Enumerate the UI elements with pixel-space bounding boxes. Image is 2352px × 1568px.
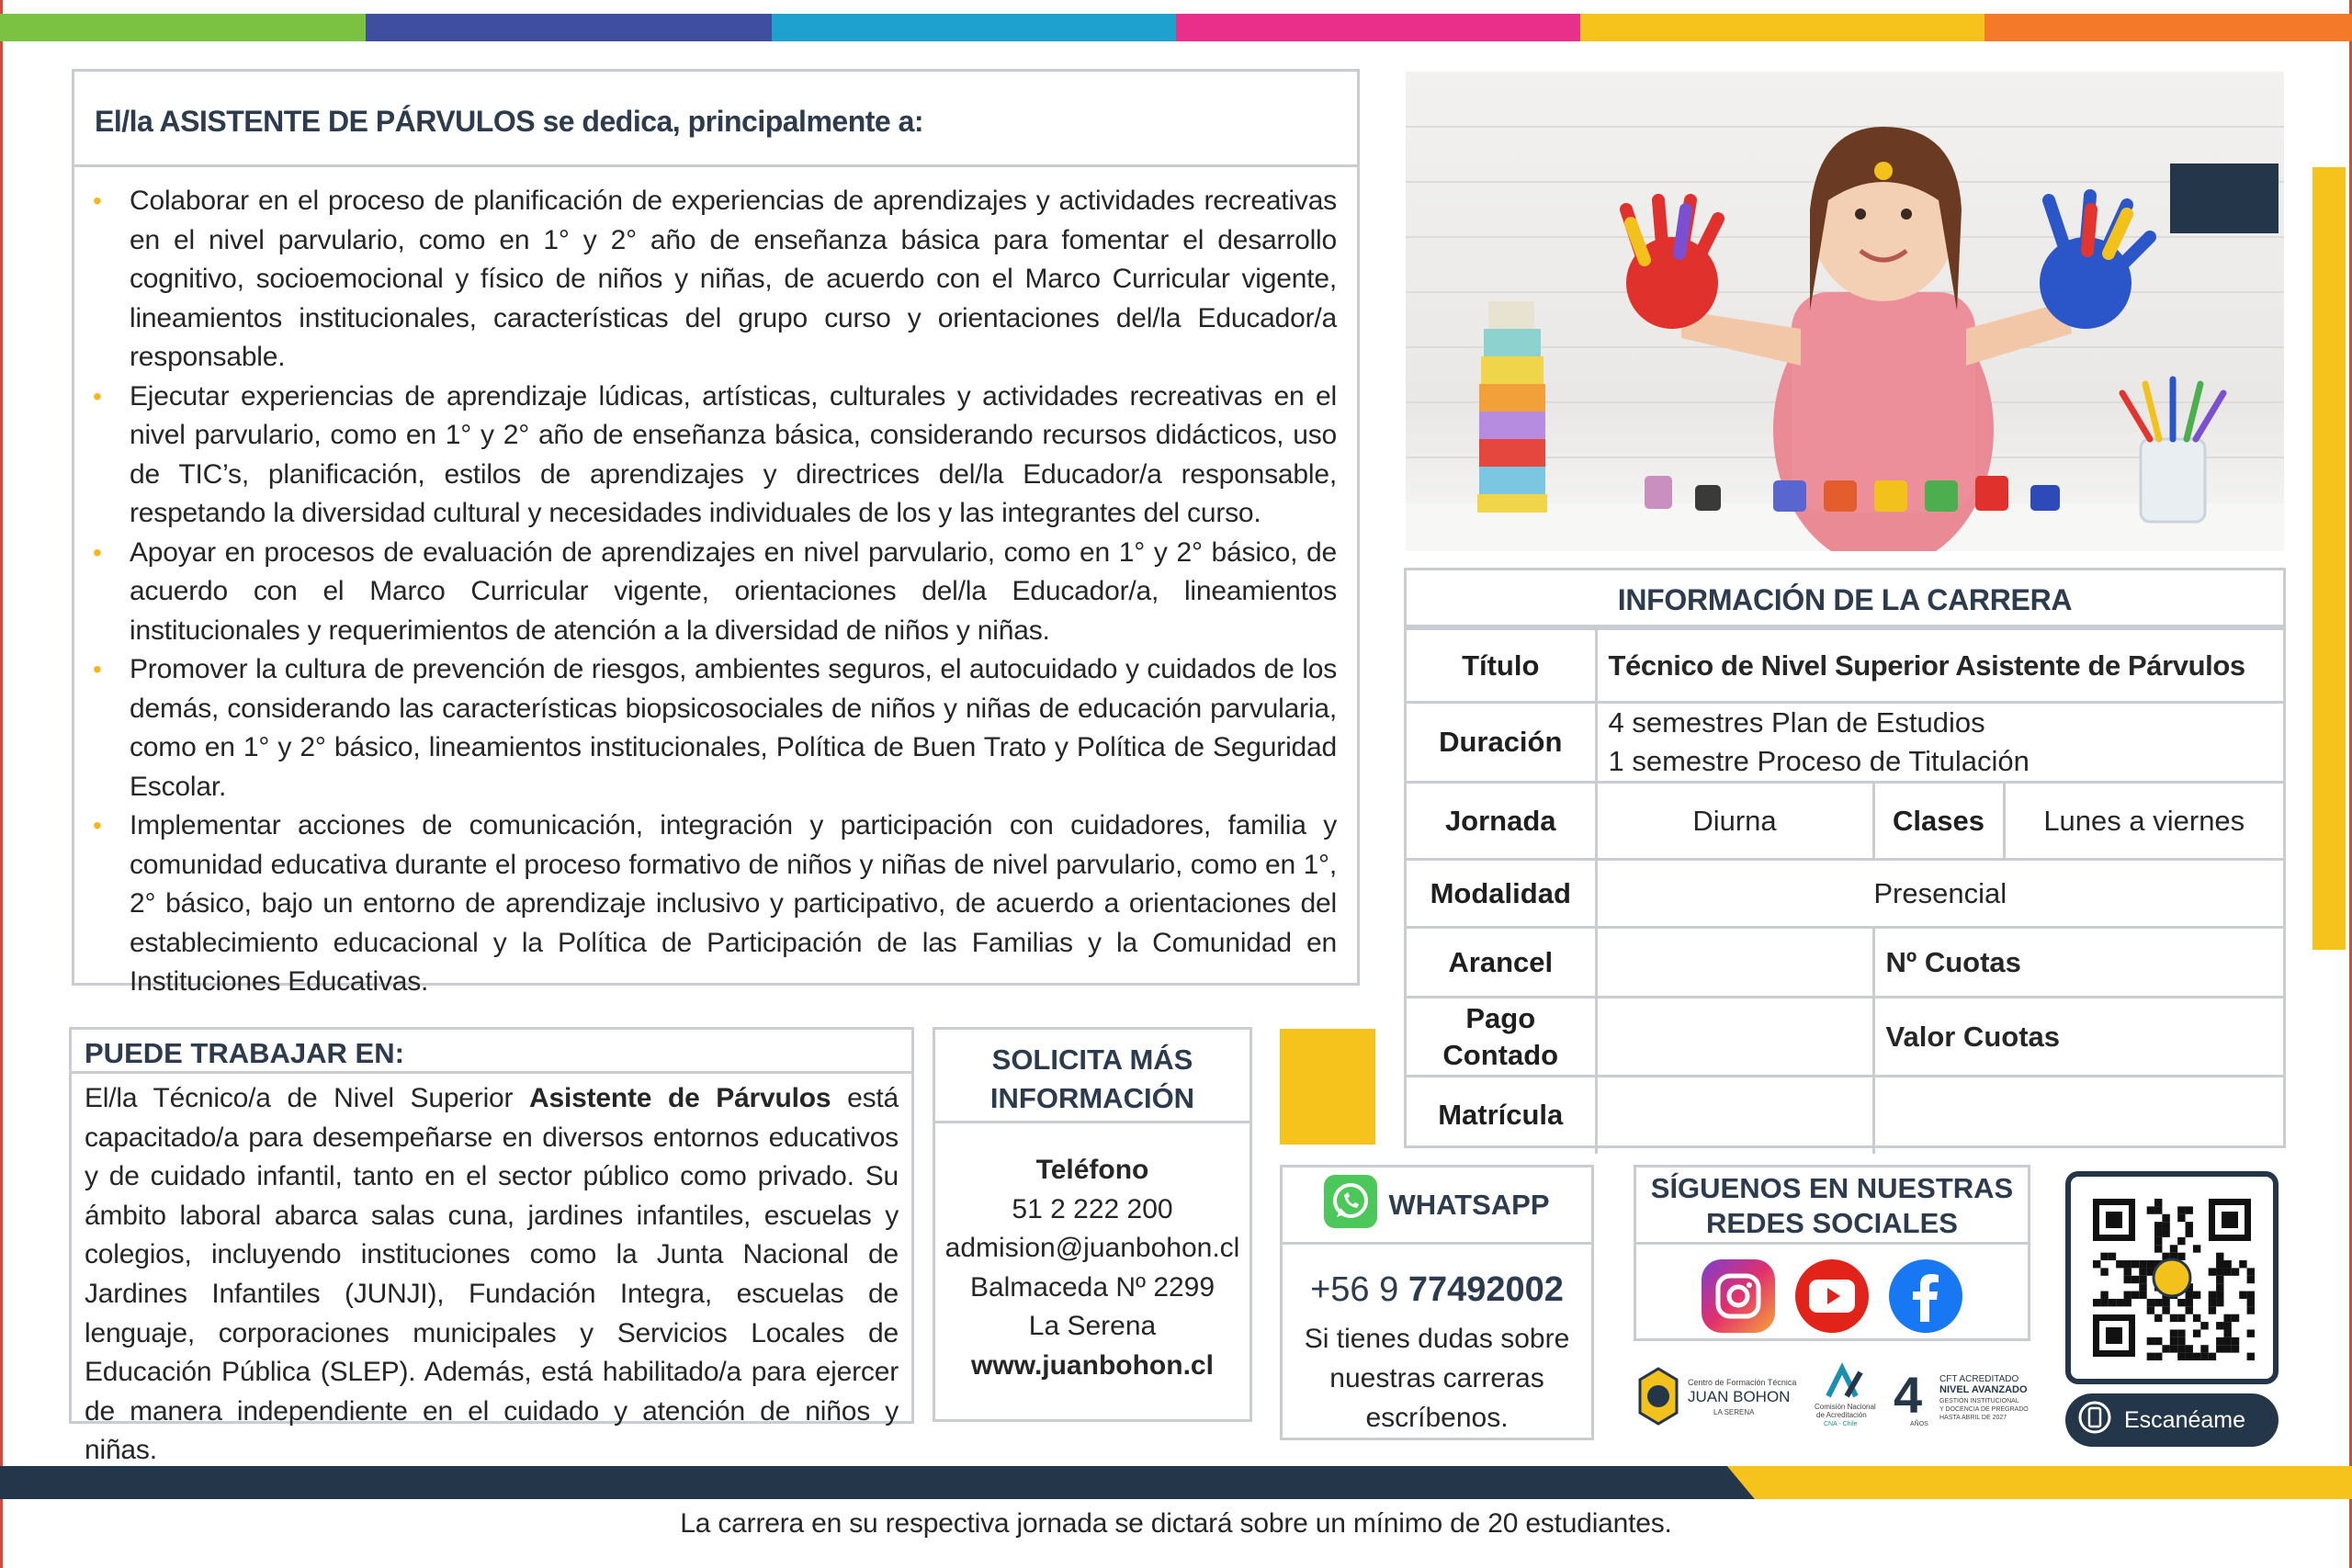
matricula-value	[1596, 1077, 1873, 1154]
social-title: SÍGUENOS EN NUESTRAS REDES SOCIALES	[1636, 1168, 2028, 1245]
child-painted-hands-photo	[1406, 72, 2284, 551]
duties-box	[72, 69, 1360, 997]
cuotas-label: Nº Cuotas	[1873, 928, 2283, 998]
address: Balmaceda Nº 2299	[969, 1271, 1216, 1303]
matricula-extra	[1873, 1077, 2283, 1154]
acr-line-3: GESTIÓN INSTITUCIONAL	[1939, 1398, 2019, 1404]
arancel-value	[1596, 928, 1873, 998]
phone-number[interactable]: 51 2 222 200	[1012, 1193, 1173, 1224]
duracion-label: Duración	[1407, 703, 1596, 783]
duty-item: • Apoyar en procesos de evaluación de aprendizajes en nivel parvulario, como en 1° y 2° básico, de acuerdo con el Marco Curricular vigente, orientaciones del/la Educador/a, lineamientos institucionales y requerimientos de atención a la diversidad de niños y niñas.	[93, 534, 1337, 651]
top-bar-orange	[1984, 14, 2352, 41]
accreditation-years-label: AÑOS	[1910, 1421, 1928, 1427]
facebook-icon[interactable]	[1889, 1259, 1962, 1333]
phone-icon	[2078, 1401, 2111, 1440]
matricula-label: Matrícula	[1407, 1077, 1596, 1154]
city: La Serena	[1028, 1311, 1157, 1341]
email-link[interactable]: admision@juanbohon.cl	[944, 1233, 1240, 1263]
pago-contado-value	[1596, 998, 1873, 1077]
jb-line-1: Centro de Formación Técnica	[1688, 1378, 1797, 1387]
duracion-line-2: 1 semestre Proceso de Titulación	[1608, 745, 2030, 777]
valor-cuotas-label: Valor Cuotas	[1873, 998, 2283, 1077]
whatsapp-header[interactable]	[1283, 1168, 1591, 1245]
bottom-color-bar	[0, 1466, 2352, 1499]
whatsapp-number[interactable]: +56 9 77492002	[1310, 1270, 1564, 1309]
jornada-label: Jornada	[1407, 783, 1596, 860]
top-bar-cyan	[772, 14, 1176, 41]
puede-trabajar-text: El/la Técnico/a de Nivel Superior Asistente de Párvulos está capacitado/a para desempeñarse en diversos entornos educativos y de cuidado infantil, tanto en el sector público como privado. Su ámbito laboral abarca salas cuna, jardines infantiles, escuelas y colegios, incluyendo instituciones como la Junta Nacional de Jardines Infantiles (JUNJI), Fundación Integra, escuelas de lenguaje, corporaciones municipales y Servicios Locales de Educación Pública (SLEP). Además, está habilitado/a para ejercer de manera independiente en el cuidado y atención de niños y niñas.	[85, 1083, 899, 1466]
cna-line-3: CNA - Chile	[1824, 1421, 1858, 1427]
acr-line-4: Y DOCENCIA DE PREGRADO	[1939, 1406, 2029, 1413]
clases-label: Clases	[1873, 783, 2004, 860]
duty-item: • Promover la cultura de prevención de riesgos, ambientes seguros, el autocuidado y cuidados de los demás, considerando las características biopsicosociales de niños y niñas de educación parvularia, como en 1° y 2° básico, lineamientos institucionales, Política de Buen Trato y Política de Seguridad Escolar.	[93, 650, 1337, 807]
top-color-bar	[0, 14, 2352, 41]
yellow-decor-bar	[2312, 167, 2346, 950]
duties-list	[74, 167, 1357, 1002]
phone-label: Teléfono	[1035, 1155, 1149, 1185]
arancel-label: Arancel	[1407, 928, 1596, 998]
modalidad-value: Presencial	[1596, 860, 2283, 928]
top-bar-green	[0, 14, 366, 41]
cna-logo	[1828, 1369, 1860, 1396]
acr-line-5: HASTA ABRIL DE 2027	[1939, 1415, 2007, 1421]
accreditation-years: 4	[1894, 1366, 1923, 1424]
top-bar-yellow	[1580, 14, 1984, 41]
solicita-title: SOLICITA MÁS INFORMACIÓN	[935, 1030, 1250, 1123]
duty-item: • Implementar acciones de comunicación, integración y participación con cuidadores, familia y comunidad educativa durante el proceso formativo de niños y niñas de nivel parvulario, como en 1°, 2° básico, bajo un entorno de aprendizaje inclusivo y participativo, de acuerdo a orientaciones del establecimiento educacional y la Política de Participación de las Familias y la Comunidad en Instituciones Educativas.	[93, 807, 1337, 1002]
duracion-value	[1596, 703, 2283, 783]
top-bar-magenta	[1176, 14, 1580, 41]
navy-decor-square	[2170, 164, 2278, 233]
acr-line-1: CFT ACREDITADO	[1939, 1374, 2019, 1384]
cna-line-1: Comisión Nacional	[1815, 1403, 1876, 1411]
whatsapp-box	[1280, 1165, 1594, 1440]
duties-title: El/la ASISTENTE DE PÁRVULOS se dedica, principalmente a:	[74, 72, 1357, 167]
footer-note: La carrera en su respectiva jornada se dictará sobre un mínimo de 20 estudiantes.	[680, 1508, 1672, 1539]
duty-item: • Ejecutar experiencias de aprendizaje lúdicas, artísticas, culturales y actividades recreativas en el nivel parvulario, como en 1° y 2° año de enseñanza básica, considerando recursos didácticos, uso de TIC’s, planificación, estilos de aprendizajes y directrices del/la Educador/a responsable, respetando la diversidad cultural y necesidades individuales de los y las integrantes del curso.	[93, 378, 1337, 534]
acr-line-2: NIVEL AVANZADO	[1939, 1384, 2028, 1395]
institution-logos	[1631, 1359, 2053, 1433]
cna-line-2: de Acreditación	[1816, 1411, 1867, 1419]
duty-item: • Colaborar en el proceso de planificación de experiencias de aprendizajes y actividades recreativas en el nivel parvulario, como en 1° y 2° año de enseñanza básica para fomentar el desarrollo cognitivo, socioemocional y físico de niños y niñas, de acuerdo con el Marco Curricular vigente, lineamientos institucionales, características del grupo curso y orientaciones del/la Educador/a responsable.	[93, 182, 1337, 378]
puede-trabajar-box	[69, 1027, 914, 1466]
jb-line-3: LA SERENA	[1713, 1408, 1755, 1416]
career-info-title: INFORMACIÓN DE LA CARRERA	[1407, 570, 2283, 627]
website-link[interactable]: www.juanbohon.cl	[971, 1349, 1214, 1381]
duracion-line-1: 4 semestres Plan de Estudios	[1608, 706, 1985, 739]
whatsapp-text: Si tienes dudas sobre nuestras carreras escríbenos.	[1304, 1324, 1570, 1433]
puede-trabajar-title: PUEDE TRABAJAR EN:	[72, 1030, 911, 1074]
qr-code[interactable]	[2065, 1171, 2278, 1384]
juan-bohon-logo	[1640, 1369, 1677, 1424]
titulo-value: Técnico de Nivel Superior Asistente de Párvulos	[1596, 629, 2283, 703]
instagram-icon[interactable]	[1702, 1259, 1775, 1333]
scan-me-button[interactable]	[2065, 1393, 2278, 1447]
jb-line-2: JUAN BOHON	[1688, 1388, 1791, 1405]
clases-value: Lunes a viernes	[2004, 783, 2283, 860]
left-border-line	[0, 0, 3, 1568]
whatsapp-label: WHATSAPP	[1388, 1188, 1550, 1221]
whatsapp-icon	[1324, 1175, 1377, 1235]
solicita-info-box	[933, 1027, 1252, 1422]
scan-me-label: Escanéame	[2124, 1406, 2246, 1433]
modalidad-label: Modalidad	[1407, 860, 1596, 928]
career-info-table	[1404, 568, 2286, 1148]
social-networks-box	[1634, 1165, 2030, 1341]
top-bar-indigo	[366, 14, 772, 41]
youtube-icon[interactable]	[1795, 1259, 1869, 1333]
titulo-label: Título	[1407, 629, 1596, 703]
yellow-decor-square	[1280, 1029, 1375, 1145]
jornada-value: Diurna	[1596, 783, 1873, 860]
pago-contado-label: Pago Contado	[1407, 998, 1596, 1077]
